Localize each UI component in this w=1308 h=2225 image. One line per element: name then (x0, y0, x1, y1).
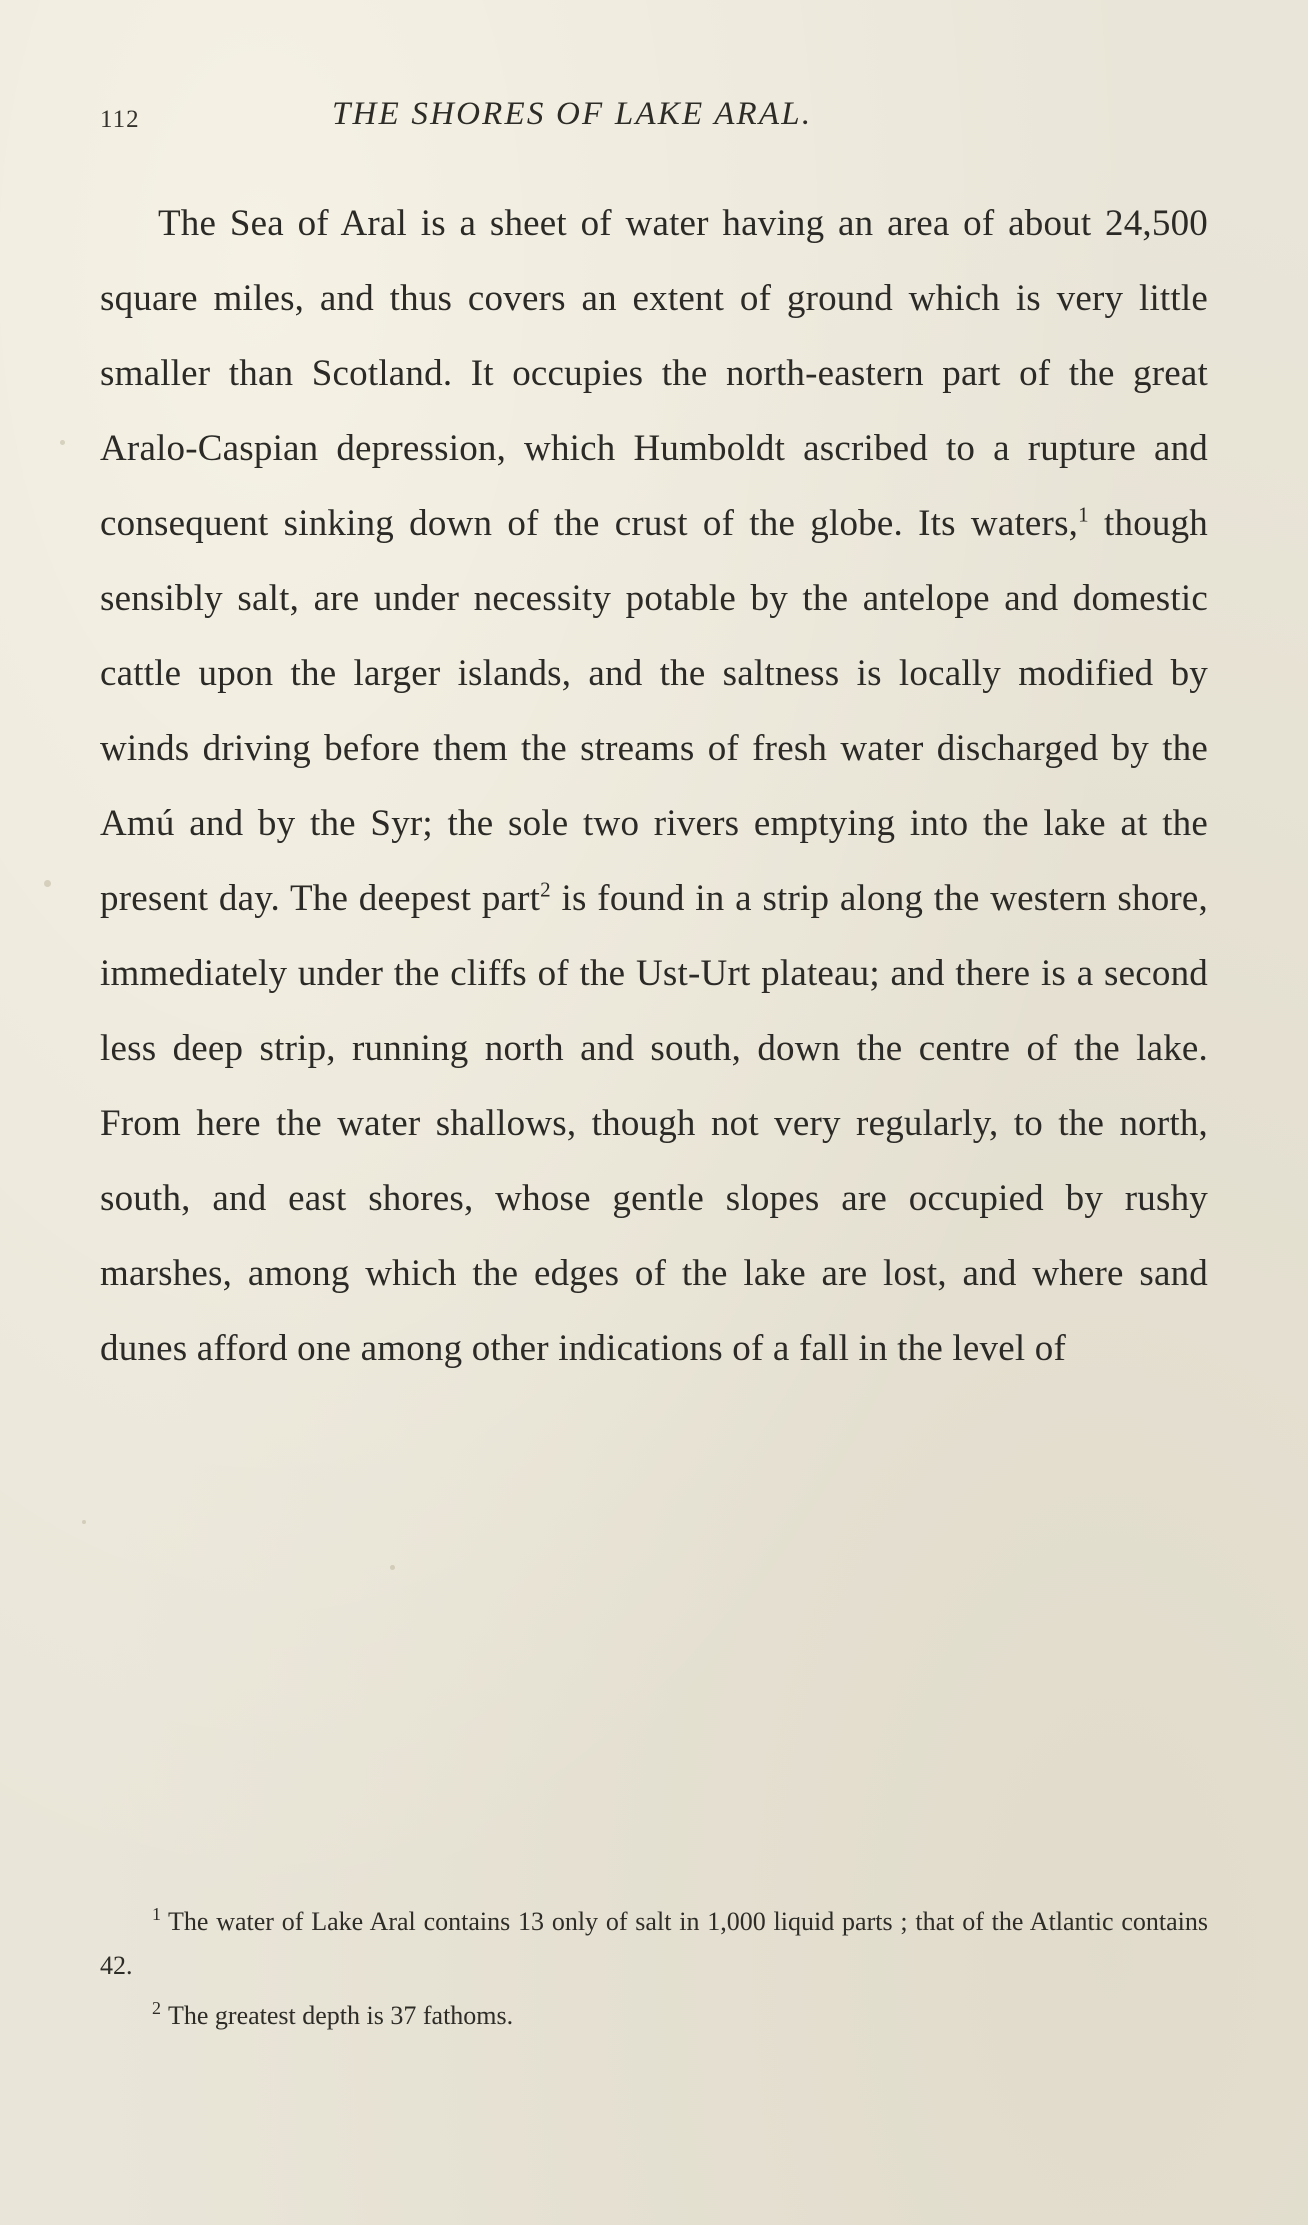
footnote-1 (100, 1900, 1208, 1988)
paper-speck (44, 880, 51, 887)
page-content (100, 96, 1208, 1386)
footnote-2 (100, 1994, 1208, 2038)
footnote-text: The water of Lake Aral contains 13 only of salt in 1,000 liquid parts ; that of the Atlantic contains 42. (100, 1907, 1208, 1980)
paragraph-part-1: The Sea of Aral is a sheet of water having an area of about 24,500 square miles, and thus covers an extent of ground which is very little smaller than Scotland. It occupies the north-eastern part of the great Aralo-Caspian depression, which Humboldt ascribed to a rupture and consequent sinking down of the crust of the globe. Its waters, (100, 203, 1208, 544)
paragraph-part-2: though sensibly salt, are under necessity potable by the antelope and domestic cattle upon the larger islands, and the saltness is locally modified by winds driving before them the streams of fresh water discharged by the Amú and by the Syr; the sole two rivers emptying into the lake at the present day. The deepest part (100, 503, 1208, 919)
paper-speck (60, 440, 65, 445)
body-text (100, 186, 1208, 1386)
footnote-marker: 2 (152, 1998, 161, 2019)
footnote-marker: 1 (152, 1904, 161, 1925)
paragraph (100, 186, 1208, 1386)
paper-speck (390, 1565, 395, 1570)
footnote-reference-2[interactable]: 2 (540, 877, 551, 902)
footnotes-block (100, 1900, 1208, 2038)
page-number: 112 (100, 106, 140, 133)
paper-speck (82, 1520, 86, 1524)
running-head-title: THE SHORES OF LAKE ARAL. (332, 96, 813, 132)
paragraph-part-3: is found in a strip along the western shore, immediately under the cliffs of the Ust-Urt plateau; and there is a second less deep strip, running north and south, down the centre of the lake. From here the water shallows, though not very regularly, to the north, south, and east shores, whose gentle slopes are occupied by rushy marshes, among which the edges of the lake are lost, and where sand dunes afford one among other indications of a fall in the level of (100, 878, 1208, 1369)
running-head (100, 96, 1208, 144)
footnote-reference-1[interactable]: 1 (1078, 502, 1089, 527)
footnote-text: The greatest depth is 37 fathoms. (168, 2001, 514, 2030)
